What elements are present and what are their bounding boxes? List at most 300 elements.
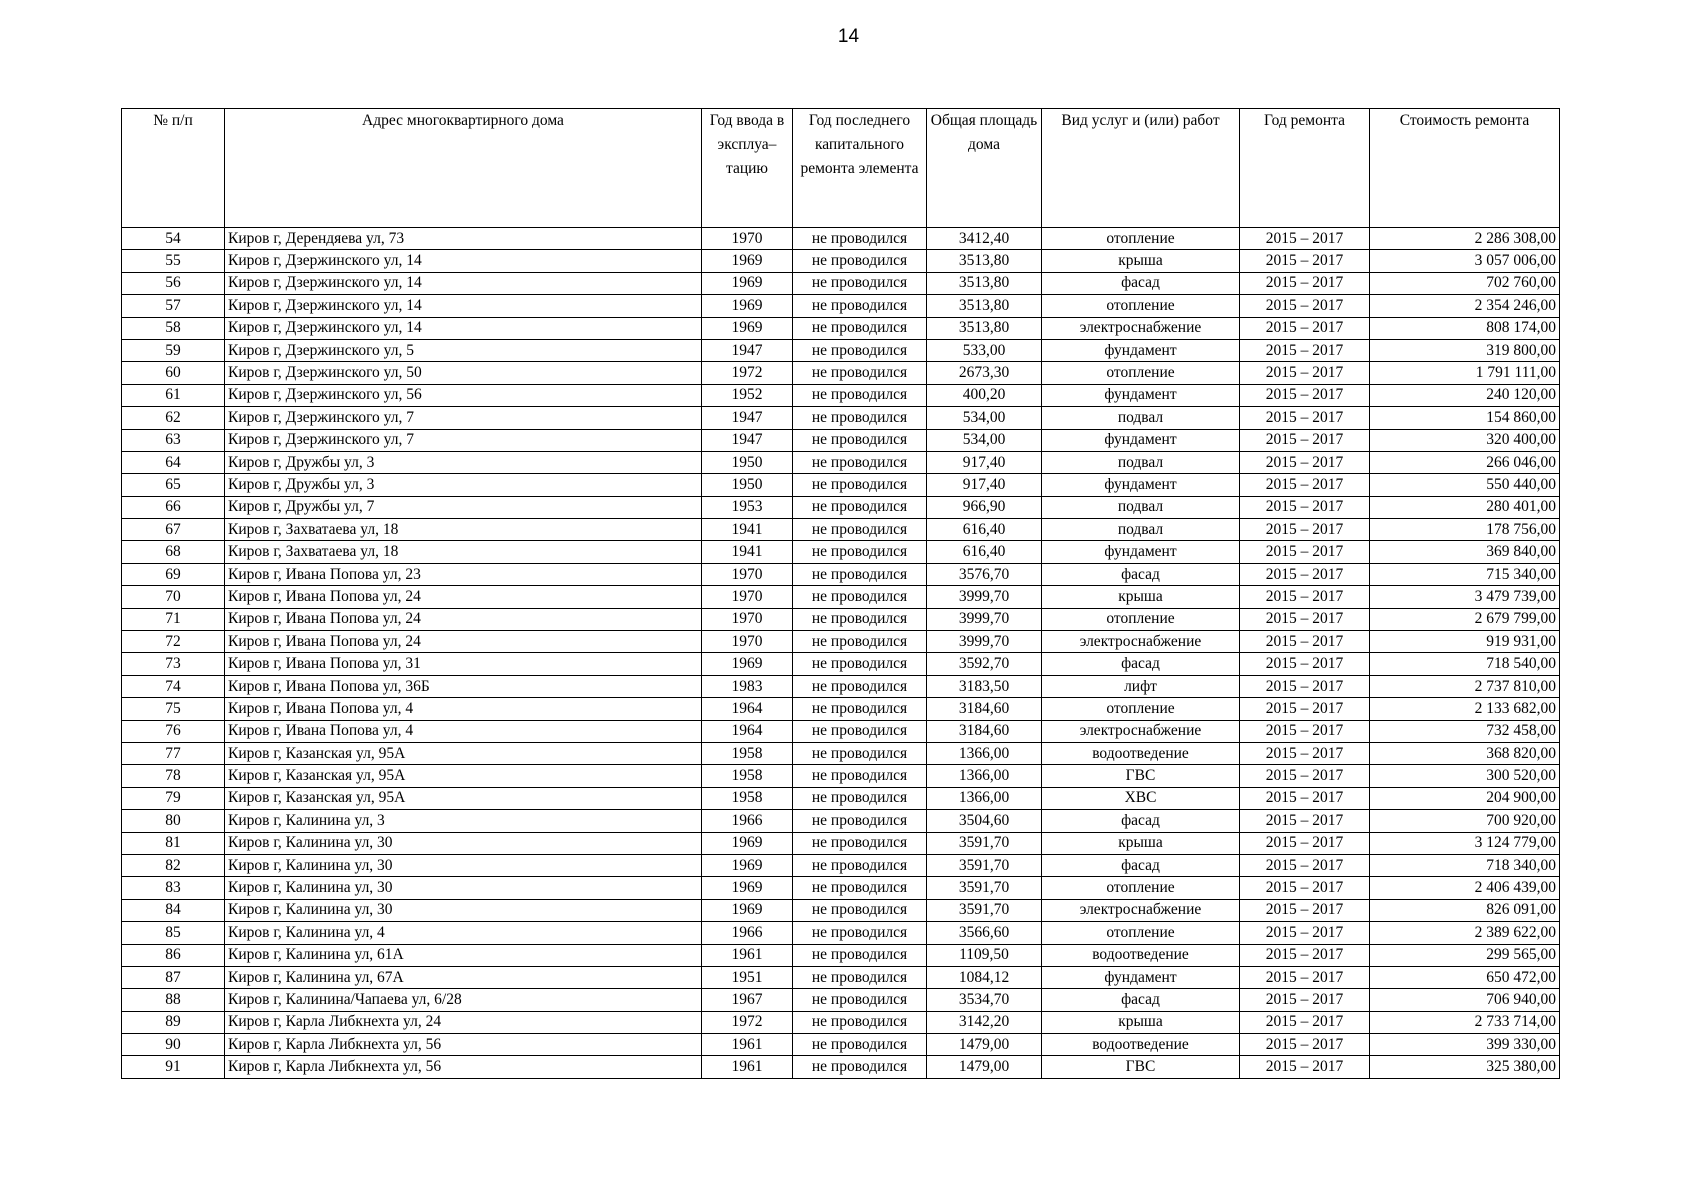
cell-repair-period: 2015 – 2017 [1240,966,1370,988]
table-row [122,228,1560,250]
cell-area: 3591,70 [927,832,1042,854]
cell-area: 616,40 [927,541,1042,563]
cell-work-type: лифт [1042,675,1240,697]
cell-last-repair: не проводился [793,1034,927,1056]
cell-address: Киров г, Калинина ул, 4 [225,922,702,944]
cell-work-type: отопление [1042,362,1240,384]
table-row [122,563,1560,585]
cell-cost: 550 440,00 [1370,474,1560,496]
table-row [122,742,1560,764]
table-row [122,966,1560,988]
cell-year-built: 1969 [702,877,793,899]
cell-year-built: 1970 [702,228,793,250]
cell-address: Киров г, Ивана Попова ул, 4 [225,720,702,742]
cell-address: Киров г, Дзержинского ул, 14 [225,250,702,272]
table-row [122,295,1560,317]
cell-area: 3591,70 [927,877,1042,899]
cell-area: 1366,00 [927,787,1042,809]
cell-year-built: 1969 [702,250,793,272]
cell-work-type: отопление [1042,877,1240,899]
cell-work-type: крыша [1042,832,1240,854]
table-row [122,1056,1560,1078]
cell-year-built: 1966 [702,810,793,832]
table-row [122,765,1560,787]
cell-num: 62 [122,407,225,429]
cell-work-type: водоотведение [1042,742,1240,764]
table-row [122,631,1560,653]
cell-cost: 178 756,00 [1370,519,1560,541]
cell-repair-period: 2015 – 2017 [1240,922,1370,944]
cell-address: Киров г, Дзержинского ул, 14 [225,272,702,294]
cell-work-type: фундамент [1042,339,1240,361]
table-row [122,362,1560,384]
repair-schedule-table [121,108,1560,1079]
cell-repair-period: 2015 – 2017 [1240,810,1370,832]
cell-num: 58 [122,317,225,339]
cell-cost: 204 900,00 [1370,787,1560,809]
cell-year-built: 1966 [702,922,793,944]
cell-last-repair: не проводился [793,1056,927,1078]
cell-year-built: 1951 [702,966,793,988]
cell-repair-period: 2015 – 2017 [1240,653,1370,675]
cell-last-repair: не проводился [793,1011,927,1033]
cell-cost: 826 091,00 [1370,899,1560,921]
cell-area: 1366,00 [927,742,1042,764]
cell-area: 1109,50 [927,944,1042,966]
cell-address: Киров г, Ивана Попова ул, 23 [225,563,702,585]
page-number: 14 [837,26,860,47]
cell-address: Киров г, Дзержинского ул, 50 [225,362,702,384]
cell-last-repair: не проводился [793,586,927,608]
cell-last-repair: не проводился [793,810,927,832]
table-row [122,675,1560,697]
cell-work-type: фундамент [1042,474,1240,496]
header-area: Общая площадь дома [927,109,1042,228]
cell-year-built: 1958 [702,742,793,764]
cell-area: 3184,60 [927,698,1042,720]
cell-repair-period: 2015 – 2017 [1240,877,1370,899]
cell-num: 84 [122,899,225,921]
cell-year-built: 1947 [702,429,793,451]
cell-num: 64 [122,451,225,473]
cell-last-repair: не проводился [793,631,927,653]
cell-address: Киров г, Захватаева ул, 18 [225,519,702,541]
table-row [122,339,1560,361]
cell-area: 400,20 [927,384,1042,406]
cell-last-repair: не проводился [793,720,927,742]
cell-cost: 3 124 779,00 [1370,832,1560,854]
cell-work-type: фундамент [1042,541,1240,563]
cell-address: Киров г, Ивана Попова ул, 24 [225,608,702,630]
cell-repair-period: 2015 – 2017 [1240,989,1370,1011]
cell-area: 1084,12 [927,966,1042,988]
cell-last-repair: не проводился [793,698,927,720]
cell-work-type: фундамент [1042,384,1240,406]
cell-repair-period: 2015 – 2017 [1240,519,1370,541]
table-row [122,877,1560,899]
cell-work-type: подвал [1042,451,1240,473]
cell-address: Киров г, Калинина/Чапаева ул, 6/28 [225,989,702,1011]
cell-num: 71 [122,608,225,630]
cell-area: 3412,40 [927,228,1042,250]
cell-repair-period: 2015 – 2017 [1240,720,1370,742]
cell-repair-period: 2015 – 2017 [1240,362,1370,384]
cell-last-repair: не проводился [793,832,927,854]
cell-repair-period: 2015 – 2017 [1240,698,1370,720]
cell-cost: 700 920,00 [1370,810,1560,832]
cell-num: 56 [122,272,225,294]
cell-year-built: 1953 [702,496,793,518]
table-row [122,519,1560,541]
cell-work-type: электроснабжение [1042,317,1240,339]
cell-cost: 3 479 739,00 [1370,586,1560,608]
cell-num: 68 [122,541,225,563]
table-row [122,787,1560,809]
cell-area: 1366,00 [927,765,1042,787]
table-row [122,653,1560,675]
cell-cost: 2 406 439,00 [1370,877,1560,899]
cell-num: 63 [122,429,225,451]
cell-last-repair: не проводился [793,407,927,429]
cell-cost: 3 057 006,00 [1370,250,1560,272]
table-row [122,832,1560,854]
table-row [122,854,1560,876]
cell-year-built: 1947 [702,407,793,429]
cell-area: 3142,20 [927,1011,1042,1033]
cell-repair-period: 2015 – 2017 [1240,787,1370,809]
cell-work-type: электроснабжение [1042,720,1240,742]
cell-num: 65 [122,474,225,496]
cell-repair-period: 2015 – 2017 [1240,899,1370,921]
cell-year-built: 1969 [702,899,793,921]
cell-address: Киров г, Казанская ул, 95А [225,787,702,809]
cell-area: 3504,60 [927,810,1042,832]
table-row [122,698,1560,720]
table-row [122,1034,1560,1056]
cell-last-repair: не проводился [793,877,927,899]
cell-cost: 718 340,00 [1370,854,1560,876]
cell-last-repair: не проводился [793,922,927,944]
cell-address: Киров г, Дзержинского ул, 7 [225,407,702,429]
cell-num: 54 [122,228,225,250]
cell-address: Киров г, Калинина ул, 30 [225,899,702,921]
cell-year-built: 1964 [702,698,793,720]
cell-num: 86 [122,944,225,966]
cell-last-repair: не проводился [793,989,927,1011]
cell-area: 3999,70 [927,608,1042,630]
cell-cost: 2 733 714,00 [1370,1011,1560,1033]
cell-num: 90 [122,1034,225,1056]
cell-num: 61 [122,384,225,406]
cell-address: Киров г, Ивана Попова ул, 24 [225,586,702,608]
cell-address: Киров г, Калинина ул, 30 [225,854,702,876]
cell-cost: 154 860,00 [1370,407,1560,429]
cell-area: 966,90 [927,496,1042,518]
cell-cost: 732 458,00 [1370,720,1560,742]
cell-num: 82 [122,854,225,876]
cell-work-type: фундамент [1042,429,1240,451]
cell-area: 3591,70 [927,899,1042,921]
cell-year-built: 1961 [702,944,793,966]
cell-last-repair: не проводился [793,384,927,406]
cell-address: Киров г, Дзержинского ул, 5 [225,339,702,361]
cell-num: 89 [122,1011,225,1033]
cell-year-built: 1952 [702,384,793,406]
cell-area: 3513,80 [927,295,1042,317]
cell-repair-period: 2015 – 2017 [1240,317,1370,339]
cell-num: 70 [122,586,225,608]
cell-repair-period: 2015 – 2017 [1240,228,1370,250]
cell-area: 3999,70 [927,631,1042,653]
cell-address: Киров г, Дзержинского ул, 14 [225,295,702,317]
cell-work-type: крыша [1042,1011,1240,1033]
cell-work-type: фасад [1042,563,1240,585]
cell-num: 76 [122,720,225,742]
cell-address: Киров г, Калинина ул, 30 [225,832,702,854]
cell-area: 2673,30 [927,362,1042,384]
cell-work-type: крыша [1042,250,1240,272]
cell-last-repair: не проводился [793,272,927,294]
cell-year-built: 1969 [702,832,793,854]
table-row [122,317,1560,339]
header-repair-period: Год ремонта [1240,109,1370,228]
cell-work-type: фасад [1042,653,1240,675]
cell-num: 59 [122,339,225,361]
cell-num: 60 [122,362,225,384]
cell-last-repair: не проводился [793,228,927,250]
cell-area: 3183,50 [927,675,1042,697]
table-row [122,922,1560,944]
cell-work-type: ГВС [1042,765,1240,787]
cell-address: Киров г, Дружбы ул, 3 [225,474,702,496]
cell-last-repair: не проводился [793,608,927,630]
table-body [122,228,1560,1079]
cell-work-type: крыша [1042,586,1240,608]
cell-cost: 706 940,00 [1370,989,1560,1011]
cell-num: 66 [122,496,225,518]
cell-repair-period: 2015 – 2017 [1240,608,1370,630]
cell-area: 3592,70 [927,653,1042,675]
cell-cost: 299 565,00 [1370,944,1560,966]
table-row [122,586,1560,608]
cell-year-built: 1950 [702,451,793,473]
cell-cost: 2 133 682,00 [1370,698,1560,720]
cell-repair-period: 2015 – 2017 [1240,295,1370,317]
cell-repair-period: 2015 – 2017 [1240,1011,1370,1033]
cell-repair-period: 2015 – 2017 [1240,474,1370,496]
header-work-type: Вид услуг и (или) работ [1042,109,1240,228]
table-row [122,250,1560,272]
cell-address: Киров г, Калинина ул, 3 [225,810,702,832]
cell-last-repair: не проводился [793,675,927,697]
cell-repair-period: 2015 – 2017 [1240,407,1370,429]
cell-repair-period: 2015 – 2017 [1240,339,1370,361]
cell-address: Киров г, Казанская ул, 95А [225,765,702,787]
table-row [122,272,1560,294]
cell-last-repair: не проводился [793,250,927,272]
cell-last-repair: не проводился [793,317,927,339]
cell-repair-period: 2015 – 2017 [1240,272,1370,294]
cell-num: 83 [122,877,225,899]
cell-area: 917,40 [927,451,1042,473]
cell-address: Киров г, Ивана Попова ул, 4 [225,698,702,720]
cell-cost: 1 791 111,00 [1370,362,1560,384]
cell-address: Киров г, Карла Либкнехта ул, 56 [225,1056,702,1078]
cell-work-type: электроснабжение [1042,899,1240,921]
cell-work-type: фасад [1042,989,1240,1011]
cell-work-type: ХВС [1042,787,1240,809]
cell-area: 3184,60 [927,720,1042,742]
cell-last-repair: не проводился [793,787,927,809]
cell-repair-period: 2015 – 2017 [1240,854,1370,876]
cell-address: Киров г, Ивана Попова ул, 36Б [225,675,702,697]
table-row [122,608,1560,630]
cell-work-type: фундамент [1042,966,1240,988]
cell-last-repair: не проводился [793,563,927,585]
cell-num: 77 [122,742,225,764]
cell-address: Киров г, Казанская ул, 95А [225,742,702,764]
cell-repair-period: 2015 – 2017 [1240,1056,1370,1078]
cell-year-built: 1983 [702,675,793,697]
cell-last-repair: не проводился [793,362,927,384]
cell-num: 80 [122,810,225,832]
table-row [122,1011,1560,1033]
cell-area: 3591,70 [927,854,1042,876]
cell-cost: 320 400,00 [1370,429,1560,451]
cell-num: 55 [122,250,225,272]
cell-repair-period: 2015 – 2017 [1240,250,1370,272]
cell-area: 917,40 [927,474,1042,496]
cell-address: Киров г, Карла Либкнехта ул, 56 [225,1034,702,1056]
cell-last-repair: не проводился [793,653,927,675]
cell-num: 73 [122,653,225,675]
table-row [122,474,1560,496]
cell-num: 69 [122,563,225,585]
cell-last-repair: не проводился [793,429,927,451]
cell-num: 78 [122,765,225,787]
cell-year-built: 1950 [702,474,793,496]
cell-year-built: 1958 [702,787,793,809]
cell-area: 3513,80 [927,272,1042,294]
cell-num: 88 [122,989,225,1011]
cell-repair-period: 2015 – 2017 [1240,944,1370,966]
cell-cost: 2 389 622,00 [1370,922,1560,944]
cell-work-type: подвал [1042,496,1240,518]
cell-work-type: водоотведение [1042,944,1240,966]
cell-num: 81 [122,832,225,854]
cell-address: Киров г, Захватаева ул, 18 [225,541,702,563]
table-row [122,720,1560,742]
cell-cost: 702 760,00 [1370,272,1560,294]
cell-year-built: 1969 [702,854,793,876]
cell-address: Киров г, Дружбы ул, 7 [225,496,702,518]
table-row [122,899,1560,921]
cell-year-built: 1958 [702,765,793,787]
cell-repair-period: 2015 – 2017 [1240,742,1370,764]
cell-year-built: 1969 [702,272,793,294]
cell-last-repair: не проводился [793,474,927,496]
cell-cost: 240 120,00 [1370,384,1560,406]
cell-work-type: отопление [1042,922,1240,944]
cell-year-built: 1964 [702,720,793,742]
cell-address: Киров г, Калинина ул, 67А [225,966,702,988]
table-row [122,384,1560,406]
cell-last-repair: не проводился [793,742,927,764]
cell-repair-period: 2015 – 2017 [1240,541,1370,563]
cell-cost: 319 800,00 [1370,339,1560,361]
cell-num: 75 [122,698,225,720]
cell-address: Киров г, Карла Либкнехта ул, 24 [225,1011,702,1033]
cell-work-type: подвал [1042,519,1240,541]
cell-year-built: 1941 [702,519,793,541]
cell-work-type: фасад [1042,854,1240,876]
cell-year-built: 1947 [702,339,793,361]
table-row [122,944,1560,966]
cell-year-built: 1967 [702,989,793,1011]
cell-address: Киров г, Калинина ул, 61А [225,944,702,966]
cell-year-built: 1970 [702,563,793,585]
table-row [122,541,1560,563]
cell-num: 57 [122,295,225,317]
cell-year-built: 1941 [702,541,793,563]
cell-cost: 266 046,00 [1370,451,1560,473]
cell-year-built: 1972 [702,1011,793,1033]
cell-address: Киров г, Ивана Попова ул, 24 [225,631,702,653]
table-row [122,496,1560,518]
cell-repair-period: 2015 – 2017 [1240,1034,1370,1056]
cell-repair-period: 2015 – 2017 [1240,384,1370,406]
cell-last-repair: не проводился [793,765,927,787]
cell-year-built: 1972 [702,362,793,384]
cell-cost: 280 401,00 [1370,496,1560,518]
header-row [122,109,1560,228]
cell-cost: 2 737 810,00 [1370,675,1560,697]
cell-repair-period: 2015 – 2017 [1240,563,1370,585]
header-num: № п/п [122,109,225,228]
cell-year-built: 1969 [702,653,793,675]
cell-repair-period: 2015 – 2017 [1240,765,1370,787]
cell-last-repair: не проводился [793,541,927,563]
cell-last-repair: не проводился [793,451,927,473]
cell-area: 3534,70 [927,989,1042,1011]
cell-cost: 715 340,00 [1370,563,1560,585]
cell-last-repair: не проводился [793,295,927,317]
cell-cost: 399 330,00 [1370,1034,1560,1056]
cell-year-built: 1969 [702,317,793,339]
cell-work-type: фасад [1042,810,1240,832]
cell-cost: 325 380,00 [1370,1056,1560,1078]
cell-last-repair: не проводился [793,854,927,876]
table-row [122,989,1560,1011]
cell-num: 79 [122,787,225,809]
cell-cost: 808 174,00 [1370,317,1560,339]
cell-num: 74 [122,675,225,697]
header-address: Адрес многоквартирного дома [225,109,702,228]
table-row [122,810,1560,832]
cell-cost: 718 540,00 [1370,653,1560,675]
cell-cost: 300 520,00 [1370,765,1560,787]
cell-year-built: 1970 [702,608,793,630]
cell-area: 3513,80 [927,317,1042,339]
cell-cost: 2 679 799,00 [1370,608,1560,630]
cell-repair-period: 2015 – 2017 [1240,631,1370,653]
cell-address: Киров г, Дерендяева ул, 73 [225,228,702,250]
cell-work-type: фасад [1042,272,1240,294]
cell-address: Киров г, Дружбы ул, 3 [225,451,702,473]
cell-address: Киров г, Дзержинского ул, 56 [225,384,702,406]
cell-num: 85 [122,922,225,944]
cell-area: 1479,00 [927,1034,1042,1056]
